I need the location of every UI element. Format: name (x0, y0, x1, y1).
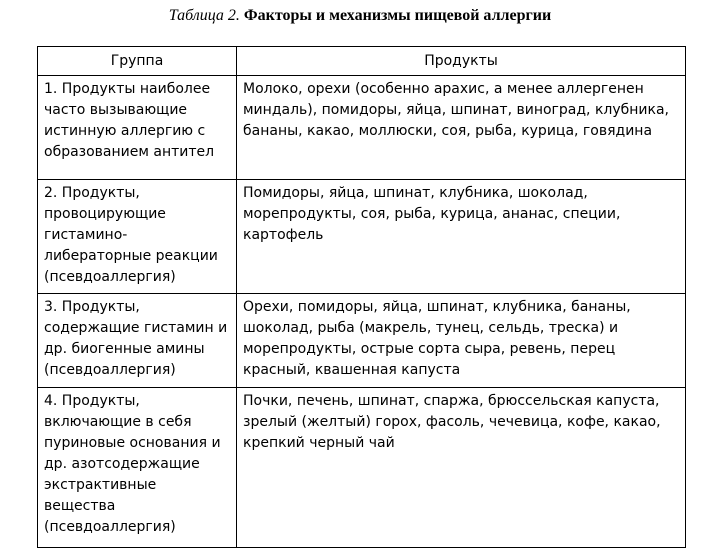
products-cell: Молоко, орехи (особенно арахис, а менее аллергенен миндаль), помидоры, яйца, шпинат, виноград, клубника, бананы, какао, моллюски, соя, рыба, курица, говядина (237, 76, 686, 180)
group-cell: 4. Продукты, включающие в себя пуриновые основания и др. азотсодержащие экстрактивные вещества (псевдоаллергия) (38, 388, 237, 548)
table-caption (0, 7, 720, 25)
group-cell: 3. Продукты, содержащие гистамин и др. биогенные амины (псевдоаллергия) (38, 294, 237, 388)
products-cell: Помидоры, яйца, шпинат, клубника, шоколад, морепродукты, соя, рыба, курица, ананас, специи, картофель (237, 180, 686, 294)
table-row (38, 388, 686, 548)
group-cell: 2. Продукты, провоцирующие гистамино-либераторные реакции (псевдоаллергия) (38, 180, 237, 294)
table-row (38, 180, 686, 294)
table-row (38, 76, 686, 180)
allergy-table (37, 46, 686, 548)
header-products: Продукты (237, 47, 686, 76)
group-cell: 1. Продукты наиболее часто вызывающие истинную аллергию с образованием антител (38, 76, 237, 180)
header-group: Группа (38, 47, 237, 76)
caption-label: Таблица 2. (168, 7, 240, 24)
table-row (38, 294, 686, 388)
products-cell: Почки, печень, шпинат, спаржа, брюссельская капуста, зрелый (желтый) горох, фасоль, чечевица, кофе, какао, крепкий черный чай (237, 388, 686, 548)
products-cell: Орехи, помидоры, яйца, шпинат, клубника, бананы, шоколад, рыба (макрель, тунец, сельдь, треска) и морепродукты, острые сорта сыра, ревень, перец красный, квашенная капуста (237, 294, 686, 388)
caption-text: Факторы и механизмы пищевой аллергии (243, 7, 552, 24)
header-row (38, 47, 686, 76)
